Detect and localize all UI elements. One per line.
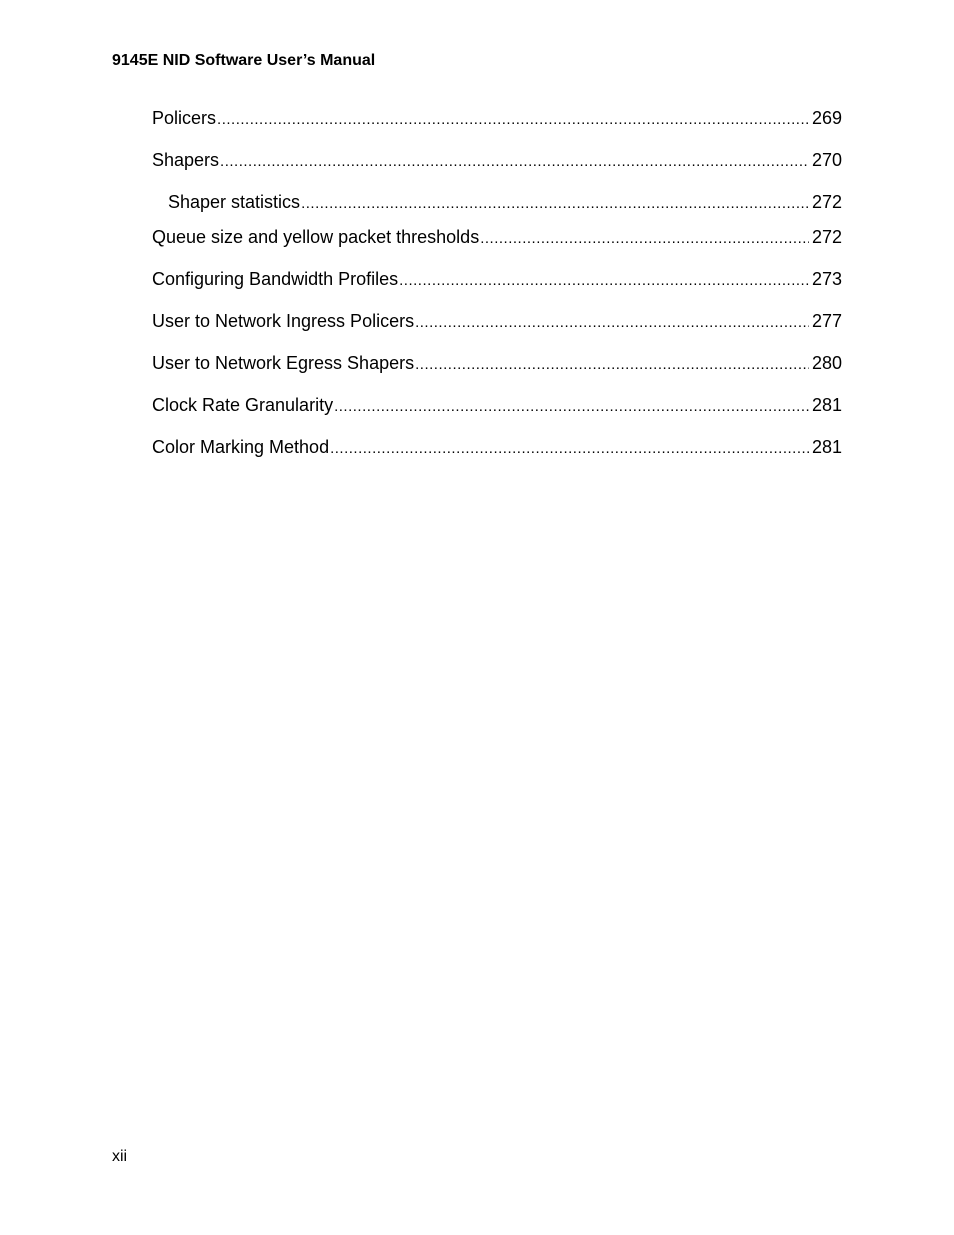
toc-entry-title: User to Network Egress Shapers: [152, 353, 415, 373]
toc-entry-color-marking-method[interactable]: [152, 436, 842, 458]
table-of-contents: [0, 0, 954, 480]
toc-dot-leader: [415, 354, 809, 376]
toc-entry-clock-rate-granularity[interactable]: [152, 394, 842, 416]
toc-entry-title: User to Network Ingress Policers: [152, 311, 415, 331]
toc-entry-shaper-statistics[interactable]: [168, 191, 842, 213]
toc-entry-page: 272: [811, 192, 842, 212]
toc-entry-page: 281: [811, 395, 842, 415]
toc-entry-configuring-bandwidth-profiles[interactable]: [152, 268, 842, 290]
toc-entry-title: Color Marking Method: [152, 437, 330, 457]
toc-entry-page: 273: [811, 269, 842, 289]
page-number: xii: [112, 1148, 128, 1165]
toc-entry-page: 281: [811, 437, 842, 457]
toc-entry-page: 272: [811, 227, 842, 247]
toc-entry-egress-shapers[interactable]: [152, 352, 842, 374]
toc-dot-leader: [330, 438, 809, 460]
toc-dot-leader: [334, 396, 809, 418]
toc-dot-leader: [415, 312, 809, 334]
toc-entry-title: Policers: [152, 108, 217, 128]
toc-entry-policers[interactable]: [152, 107, 842, 129]
toc-entry-title: Configuring Bandwidth Profiles: [152, 269, 399, 289]
toc-entry-title: Shaper statistics: [168, 192, 301, 212]
toc-entry-page: 277: [811, 311, 842, 331]
toc-dot-leader: [220, 151, 809, 173]
toc-dot-leader: [217, 109, 809, 131]
toc-entry-shapers[interactable]: [152, 149, 842, 171]
toc-entry-queue-size[interactable]: [152, 226, 842, 248]
running-header: 9145E NID Software User’s Manual: [112, 52, 376, 69]
toc-dot-leader: [399, 270, 809, 292]
toc-entry-ingress-policers[interactable]: [152, 310, 842, 332]
toc-entry-title: Queue size and yellow packet thresholds: [152, 227, 480, 247]
toc-dot-leader: [480, 228, 809, 250]
toc-entry-title: Clock Rate Granularity: [152, 395, 334, 415]
toc-dot-leader: [301, 193, 809, 215]
toc-entry-page: 280: [811, 353, 842, 373]
toc-entry-title: Shapers: [152, 150, 220, 170]
toc-entry-page: 270: [811, 150, 842, 170]
toc-entry-page: 269: [811, 108, 842, 128]
